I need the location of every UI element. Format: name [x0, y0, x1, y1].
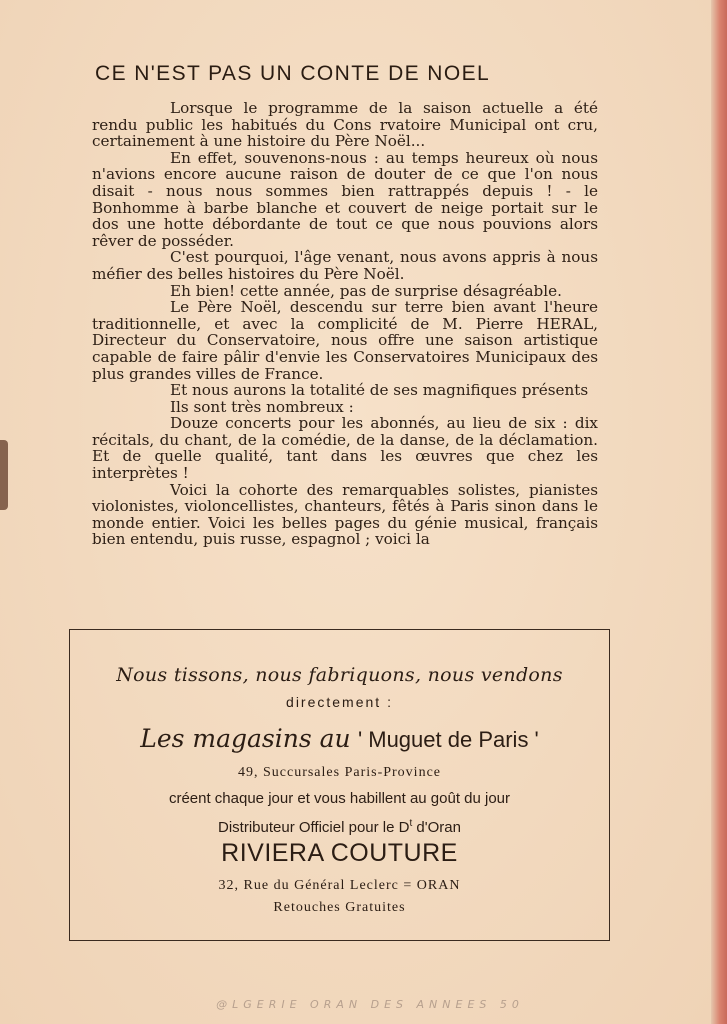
binding-mark	[0, 440, 8, 510]
ad-tagline: Nous tissons, nous fabriquons, nous vendons	[116, 664, 563, 686]
ad-distrib-suffix: d'Oran	[412, 819, 461, 836]
article-paragraph: Voici la cohorte des remarquables solistes, pianistes violonistes, violoncellistes, chanteurs, fêtés à Paris sinon dans le monde entier. Voici les belles pages du génie musical, français bien entendu, puis russe, espagnol ; voici la	[92, 480, 598, 549]
ad-store-name	[70, 724, 609, 753]
article-paragraph: Et nous aurons la totalité de ses magnifiques présents	[170, 381, 589, 400]
page-edge	[711, 0, 727, 1024]
article-paragraph: Le Père Noël, descendu sur terre bien avant l'heure traditionnelle, et avec la complicité de M. Pierre HERAL, Directeur du Conservatoire, nous offre une saison artistique capable de faire pâlir d'envie les Conservatoires Municipaux des plus grandes villes de France.	[92, 298, 598, 383]
ad-distributor	[70, 818, 609, 836]
advertisement-box	[69, 629, 610, 941]
article-paragraph: En effet, souvenons-nous : au temps heureux où nous n'avions encore aucune raison de douter de ce que l'on nous disait - nous nous sommes bien rattrappés depuis ! - le Bonhomme à barbe blanche et couvert de neige portait sur le dos une hotte débordante de tout ce que nous pouvions alors rêver de posséder.	[92, 148, 598, 250]
article-paragraph: Douze concerts pour les abonnés, au lieu de six : dix récitals, du chant, de la comédie, de la danse, de la déclamation. Et de quelle qualité, tant dans les œuvres que chez les interprètes !	[92, 414, 598, 483]
ad-address: 32, Rue du Général Leclerc = ORAN	[218, 878, 461, 893]
ad-store-prefix: Les magasins au	[140, 724, 351, 753]
ad-branches: 49, Succursales Paris-Province	[237, 765, 442, 780]
watermark: @LGERIE ORAN DES ANNEES 50	[216, 998, 524, 1011]
article-paragraph: C'est pourquoi, l'âge venant, nous avons appris à nous méfier des belles histoires du Père Noël.	[92, 248, 598, 283]
article-body	[92, 100, 598, 548]
ad-distrib-prefix: Distributeur Officiel pour le D	[218, 819, 410, 836]
ad-slogan: créent chaque jour et vous habillent au goût du jour	[168, 790, 511, 807]
ad-direct: directement :	[286, 694, 393, 710]
ad-distrib-sup: t	[409, 818, 413, 829]
article-title: CE N'EST PAS UN CONTE DE NOEL	[95, 62, 491, 85]
article-paragraph: Ils sont très nombreux :	[170, 397, 354, 416]
ad-riviera-couture: RIVIERA COUTURE	[221, 839, 458, 867]
article-paragraph: Lorsque le programme de la saison actuelle a été rendu public les habitués du Cons rvatoire Municipal ont cru, certainement à une histoire du Père Noël...	[92, 99, 598, 151]
article-paragraph: Eh bien! cette année, pas de surprise désagréable.	[170, 281, 562, 300]
ad-store-brand: ' Muguet de Paris '	[357, 727, 539, 752]
ad-retouches: Retouches Gratuites	[273, 900, 406, 915]
